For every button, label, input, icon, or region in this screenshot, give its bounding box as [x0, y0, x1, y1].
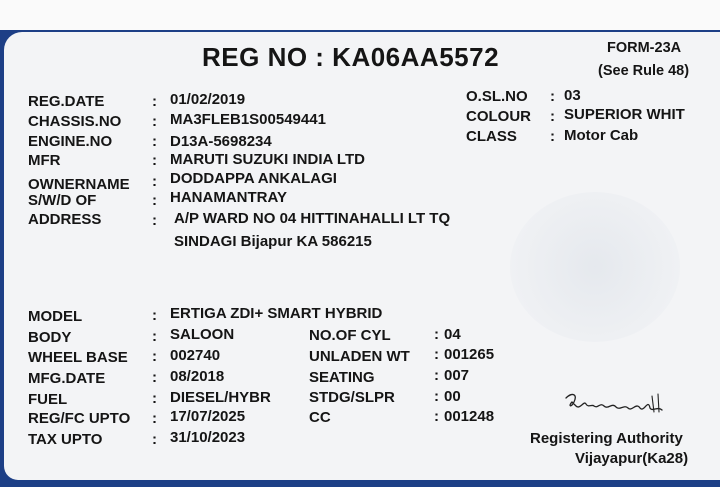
- colon: :: [152, 133, 157, 150]
- sl-no-value: 03: [564, 87, 581, 104]
- body-value: SALOON: [170, 326, 235, 343]
- unladen-wt-value: 001265: [444, 346, 495, 363]
- mfr-value: MARUTI SUZUKI INDIA LTD: [170, 151, 365, 168]
- no-of-cyl-value: 04: [444, 326, 461, 343]
- engine-no-value: D13A-5698234: [170, 133, 272, 150]
- tax-upto-value: 31/10/2023: [170, 429, 246, 446]
- colon: :: [152, 328, 157, 345]
- sl-no-label: O.SL.NO: [466, 88, 528, 105]
- fuel-value: DIESEL/HYBR: [170, 389, 271, 406]
- cc-label: CC: [309, 409, 331, 426]
- colon: :: [152, 192, 157, 209]
- mfg-date-label: MFG.DATE: [28, 370, 106, 387]
- swd-of-value: HANAMANTRAY: [170, 189, 287, 206]
- seating-value: 007: [444, 367, 470, 384]
- owner-name-value: DODDAPPA ANKALAGI: [170, 170, 337, 187]
- colon: :: [152, 410, 157, 427]
- colon: :: [434, 346, 439, 363]
- tax-upto-label: TAX UPTO: [28, 431, 103, 448]
- mfr-label: MFR: [28, 152, 61, 169]
- colon: :: [152, 152, 157, 169]
- top-strip: [0, 0, 720, 30]
- colon: :: [152, 348, 157, 365]
- colour-label: COLOUR: [466, 108, 531, 125]
- colon: :: [434, 388, 439, 405]
- reg-no-title: REG NO : KA06AA5572: [202, 42, 500, 72]
- wheel-base-label: WHEEL BASE: [28, 349, 128, 366]
- owner-name-label: OWNERNAME: [28, 176, 130, 193]
- fuel-label: FUEL: [28, 391, 68, 408]
- swd-of-label: S/W/D OF: [28, 192, 97, 209]
- colon: :: [152, 307, 157, 324]
- colon: :: [152, 212, 157, 229]
- colon: :: [434, 367, 439, 384]
- colon: :: [152, 431, 157, 448]
- address-label: ADDRESS: [28, 211, 102, 228]
- colon: :: [152, 390, 157, 407]
- reg-date-label: REG.DATE: [28, 93, 105, 110]
- colour-value: SUPERIOR WHIT: [564, 106, 685, 123]
- stdg-slpr-value: 00: [444, 388, 461, 405]
- form-rule: (See Rule 48): [598, 63, 690, 79]
- stdg-slpr-label: STDG/SLPR: [309, 389, 395, 406]
- reg-date-value: 01/02/2019: [170, 91, 246, 108]
- class-label: CLASS: [466, 128, 517, 145]
- colon: :: [434, 408, 439, 425]
- reg-fc-upto-label: REG/FC UPTO: [28, 410, 131, 427]
- colon: :: [152, 173, 157, 190]
- authority-signature: [562, 388, 682, 428]
- authority-office: Vijayapur(Ka28): [575, 450, 689, 467]
- no-of-cyl-label: NO.OF CYL: [309, 327, 391, 344]
- mfg-date-value: 08/2018: [170, 368, 225, 385]
- cc-value: 001248: [444, 408, 495, 425]
- wheel-base-value: 002740: [170, 347, 221, 364]
- reg-fc-upto-value: 17/07/2025: [170, 408, 246, 425]
- colon: :: [152, 113, 157, 130]
- seating-label: SEATING: [309, 369, 375, 386]
- unladen-wt-label: UNLADEN WT: [309, 348, 410, 365]
- chassis-no-label: CHASSIS.NO: [28, 113, 122, 130]
- registration-card: [4, 32, 720, 480]
- class-value: Motor Cab: [564, 127, 639, 144]
- model-label: MODEL: [28, 308, 83, 325]
- address-line-2: SINDAGI Bijapur KA 586215: [174, 233, 372, 250]
- form-number: FORM-23A: [607, 40, 682, 56]
- colon: :: [550, 88, 555, 105]
- body-label: BODY: [28, 329, 72, 346]
- colon: :: [434, 326, 439, 343]
- colon: :: [152, 93, 157, 110]
- model-value: ERTIGA ZDI+ SMART HYBRID: [170, 305, 383, 322]
- chassis-no-value: MA3FLEB1S00549441: [170, 111, 326, 128]
- colon: :: [152, 369, 157, 386]
- colon: :: [550, 108, 555, 125]
- address-line-1: A/P WARD NO 04 HITTINAHALLI LT TQ: [174, 210, 451, 227]
- colon: :: [550, 128, 555, 145]
- engine-no-label: ENGINE.NO: [28, 133, 113, 150]
- registering-authority: Registering Authority: [530, 430, 683, 447]
